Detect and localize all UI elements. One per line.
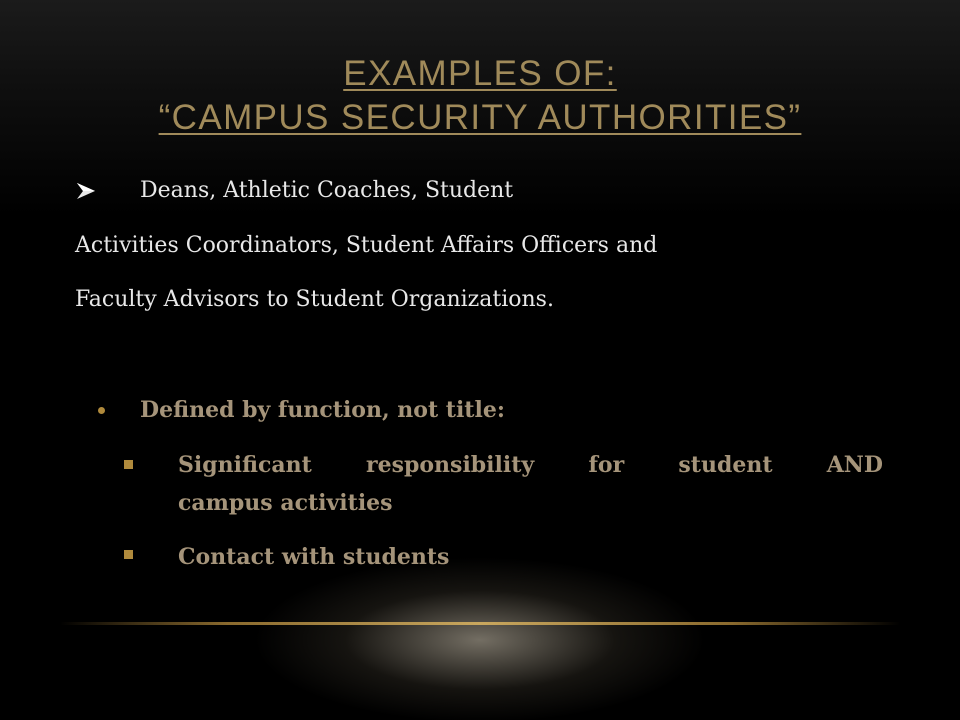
arrow-bullet-icon bbox=[75, 180, 97, 202]
sub-bullet-2: Contact with students bbox=[178, 544, 450, 570]
intro-line-3: Faculty Advisors to Student Organizations. bbox=[75, 287, 554, 312]
square-bullet-icon bbox=[124, 460, 133, 469]
square-bullet-icon bbox=[124, 550, 133, 559]
defined-by-heading: Defined by function, not title: bbox=[140, 397, 505, 423]
intro-line-1: Deans, Athletic Coaches, Student bbox=[140, 178, 514, 203]
sub-bullet-1-line-2: campus activities bbox=[178, 490, 393, 516]
title-line-2: “CAMPUS SECURITY AUTHORITIES” bbox=[158, 98, 802, 137]
slide-title bbox=[0, 52, 960, 140]
title-line-1: EXAMPLES OF: bbox=[343, 54, 617, 93]
gold-divider bbox=[60, 622, 900, 625]
intro-line-2: Activities Coordinators, Student Affairs Officers and bbox=[75, 233, 658, 258]
dot-bullet-icon bbox=[98, 407, 105, 414]
sub-bullet-1-line-1: Significant responsibility for student AND bbox=[178, 452, 883, 478]
